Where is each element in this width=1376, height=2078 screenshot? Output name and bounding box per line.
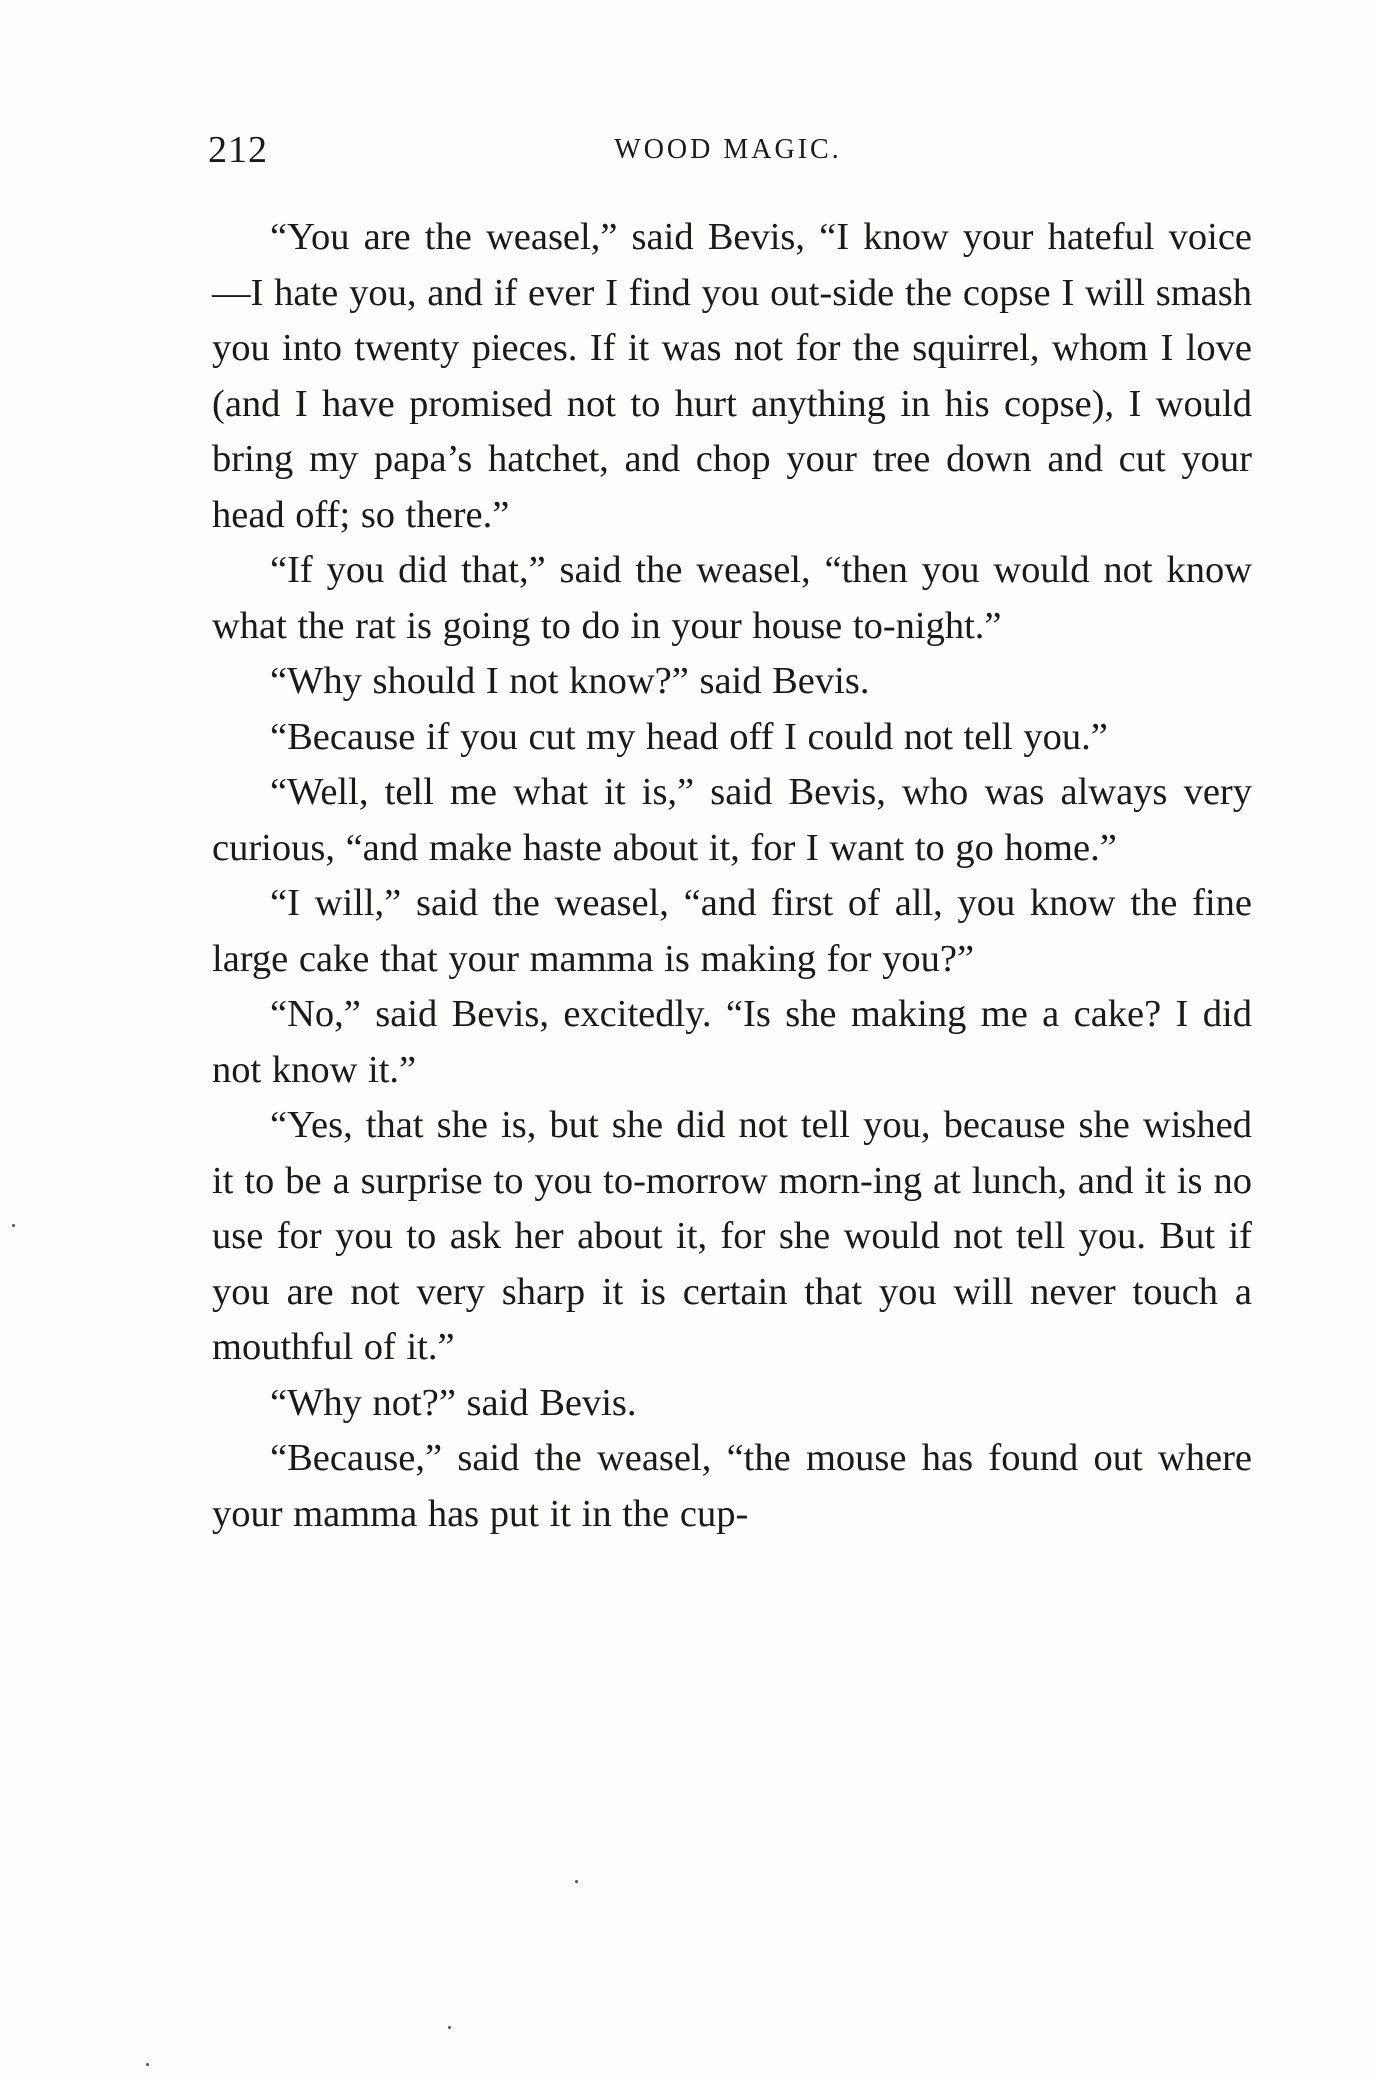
print-speck xyxy=(448,2026,451,2029)
paragraph: “Because if you cut my head off I could not tell you.” xyxy=(270,715,1108,758)
paragraph: “Well, tell me what it is,” said Bevis, who was always very curious, “and make haste about it, for I want to go home.” xyxy=(212,771,1252,869)
paragraph: “You are the weasel,” said Bevis, “I know your hateful voice—I hate you, and if ever I find you out-side the copse I will smash you into twenty pieces. If it was not for the squirrel, whom I love (and I have promised not to hurt anything in his copse), I would bring my papa’s hatchet, and chop your tree down and cut your head off; so there.” xyxy=(212,216,1252,536)
paragraph: “Why should I not know?” said Bevis. xyxy=(270,660,870,702)
print-speck xyxy=(575,1880,578,1883)
paragraph: “Because,” said the weasel, “the mouse has found out where your mamma has put it in the cup- xyxy=(212,1437,1252,1535)
print-speck xyxy=(12,1224,15,1227)
paragraph: “If you did that,” said the weasel, “then you would not know what the rat is going to do in your house to-night.” xyxy=(212,549,1252,647)
running-title: WOOD MAGIC. xyxy=(614,134,842,165)
page-number: 212 xyxy=(208,129,268,171)
paragraph: “I will,” said the weasel, “and first of all, you know the fine large cake that your mamma is making for you?” xyxy=(212,882,1252,980)
paragraph: “Yes, that she is, but she did not tell you, because she wished it to be a surprise to you to-morrow morn-ing at lunch, and it is no use for you to ask her about it, for she would not tell you. But if you are not very sharp it is certain that you will never touch a mouthful of it.” xyxy=(212,1104,1252,1368)
paragraph: “No,” said Bevis, excitedly. “Is she making me a cake? I did not know it.” xyxy=(212,993,1252,1091)
print-speck xyxy=(146,2063,149,2066)
page-header xyxy=(208,128,1248,178)
paragraph: “Why not?” said Bevis. xyxy=(270,1381,637,1424)
body-text xyxy=(212,210,1252,1542)
